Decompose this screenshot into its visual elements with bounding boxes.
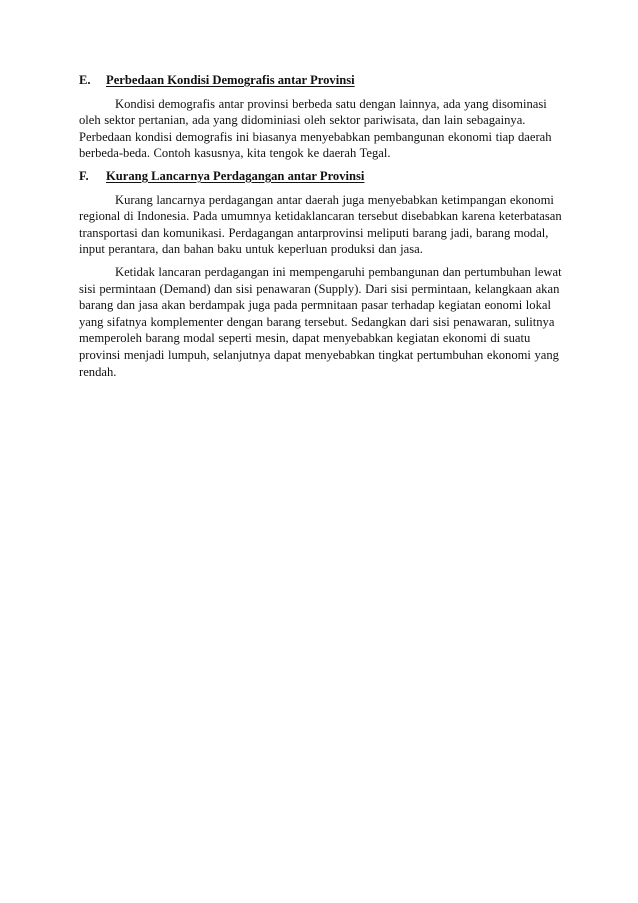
section-title: Perbedaan Kondisi Demografis antar Provinsi [106, 73, 355, 87]
paragraph: Kondisi demografis antar provinsi berbeda satu dengan lainnya, ada yang disominasi oleh sektor pertanian, ada yang didominiasi oleh sektor pariwisata, dan lain sebagainya. Perbedaan kondisi demografis ini biasanya menyebabkan pembangunan ekonomi tiap daerah berbeda-beda. Contoh kasusnya, kita tengok ke daerah Tegal. [79, 96, 552, 161]
paragraph: Kurang lancarnya perdagangan antar daerah juga menyebabkan ketimpangan ekonomi regional di Indonesia. Pada umumnya ketidaklancaran tersebut disebabkan karena keterbatasan transportasi dan komunikasi. Perdagangan antarprovinsi meliputi barang jadi, barang modal, input perantara, dan bahan baku untuk keperluan produksi dan jasa. [79, 192, 562, 257]
section-letter: E. [79, 73, 91, 87]
section-heading [79, 168, 563, 185]
document-body [79, 72, 563, 386]
section-letter: F. [79, 168, 89, 183]
section-heading [79, 72, 563, 89]
section-e [79, 72, 563, 162]
paragraph: Ketidak lancaran perdagangan ini mempengaruhi pembangunan dan pertumbuhan lewat sisi permintaan (Demand) dan sisi penawaran (Supply). Dari sisi permintaan, kelangkaan akan barang dan jasa akan berdampak juga pada permnitaan pasar terhadap kegiatan eonomi lokal yang sifatnya komplementer dengan barang tersebut. Sedangkan dari sisi penawaran, sulitnya memperoleh barang modal seperti mesin, dapat menyebabkan kegiatan ekonomi di suatu provinsi menjadi lumpuh, selanjutnya dapat menyebabkan tingkat pertumbuhan ekonomi yang rendah. [79, 264, 562, 379]
section-f [79, 168, 563, 380]
section-title: Kurang Lancarnya Perdagangan antar Provinsi [106, 168, 365, 183]
